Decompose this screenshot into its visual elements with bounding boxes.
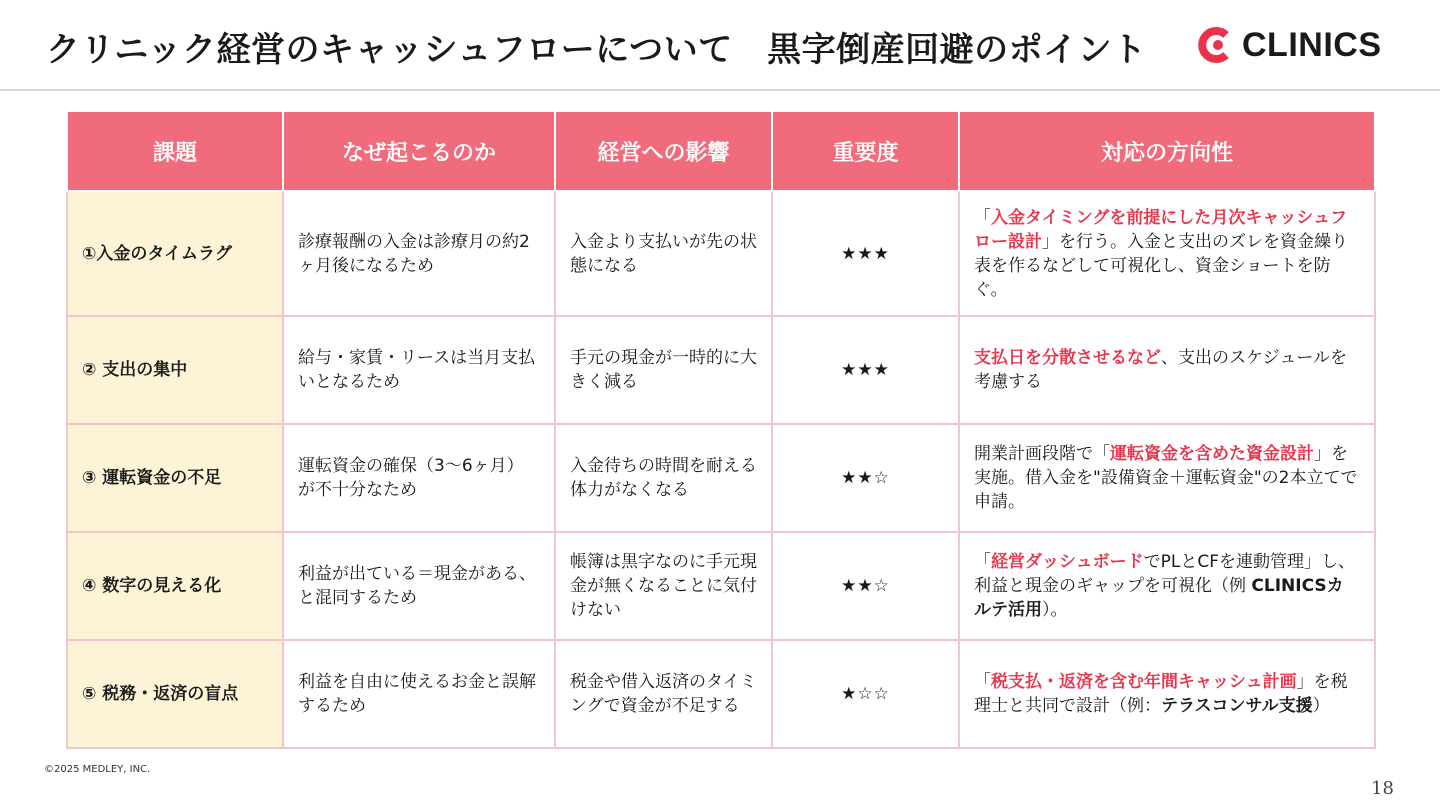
bold-text: CLINICSカルテ活用 <box>974 576 1344 620</box>
header-issue: 課題 <box>67 111 283 191</box>
issue-cell: ①入金のタイムラグ <box>67 191 283 316</box>
issue-cell: ③ 運転資金の不足 <box>67 424 283 532</box>
importance-stars: ★☆☆ <box>772 640 959 748</box>
issue-cell: ④ 数字の見える化 <box>67 532 283 640</box>
header-divider <box>0 89 1440 91</box>
impact-cell: 手元の現金が一時的に大きく減る <box>555 316 772 424</box>
importance-stars: ★★☆ <box>772 424 959 532</box>
header-response: 対応の方向性 <box>959 111 1375 191</box>
response-cell <box>959 532 1375 640</box>
response-text: でPLとCFを連動管理」し、利益と現金のギャップを可視化（例 <box>974 552 1356 596</box>
clinics-logo-icon <box>1196 26 1234 64</box>
response-text: ） <box>1312 696 1330 716</box>
importance-stars: ★★★ <box>772 316 959 424</box>
issues-table <box>66 110 1376 749</box>
cause-cell: 給与・家賃・リースは当月支払いとなるため <box>283 316 555 424</box>
slide-title: クリニック経営のキャッシュフローについて 黒字倒産回避のポイント <box>46 30 1147 70</box>
highlight-text: 運転資金を含めた資金設計 <box>1110 444 1314 464</box>
table-row <box>67 191 1375 316</box>
logo-text: CLINICS <box>1242 25 1382 64</box>
table-row <box>67 316 1375 424</box>
slide-header <box>0 0 1440 90</box>
cause-cell: 診療報酬の入金は診療月の約2ヶ月後になるため <box>283 191 555 316</box>
table-row <box>67 640 1375 748</box>
response-text: 」を実施。借入金を"設備資金＋運転資金"の2本立てで申請。 <box>974 444 1358 512</box>
response-cell <box>959 316 1375 424</box>
response-text: 、支出のスケジュールを考慮する <box>974 348 1347 392</box>
table-row <box>67 424 1375 532</box>
response-text: 」を行う。入金と支出のズレを資金繰り表を作るなどして可視化し、資金ショートを防ぐ。 <box>974 231 1348 300</box>
table-header-row <box>67 111 1375 191</box>
response-text: 「 <box>974 207 991 228</box>
response-text: ）。 <box>1042 600 1068 620</box>
response-cell <box>959 191 1375 316</box>
issue-cell: ② 支出の集中 <box>67 316 283 424</box>
impact-cell: 入金より支払いが先の状態になる <box>555 191 772 316</box>
cause-cell: 利益を自由に使えるお金と誤解するため <box>283 640 555 748</box>
header-cause: なぜ起こるのか <box>283 111 555 191</box>
highlight-text: 経営ダッシュボード <box>991 552 1144 572</box>
impact-cell: 税金や借入返済のタイミングで資金が不足する <box>555 640 772 748</box>
header-impact: 経営への影響 <box>555 111 772 191</box>
clinics-logo <box>1196 22 1382 68</box>
response-text: 開業計画段階で「 <box>974 444 1110 464</box>
copyright: ©2025 MEDLEY, INC. <box>44 764 151 775</box>
highlight-text: 支払日を分散させるなど <box>974 348 1161 368</box>
importance-stars: ★★★ <box>772 191 959 316</box>
cause-cell: 運転資金の確保（3〜6ヶ月）が不十分なため <box>283 424 555 532</box>
response-cell <box>959 424 1375 532</box>
impact-cell: 帳簿は黒字なのに手元現金が無くなることに気付けない <box>555 532 772 640</box>
page-number: 18 <box>1371 778 1394 799</box>
response-text: 」を税理士と共同で設計（例： <box>974 672 1348 716</box>
bold-text: テラスコンサル支援 <box>1161 696 1313 716</box>
response-text: 「 <box>974 552 991 572</box>
highlight-text: 税支払・返済を含む年間キャッシュ計画 <box>991 672 1297 692</box>
response-text: 「 <box>974 672 991 692</box>
importance-stars: ★★☆ <box>772 532 959 640</box>
highlight-text: 入金タイミングを前提にした月次キャッシュフロー設計 <box>974 207 1347 252</box>
response-cell <box>959 640 1375 748</box>
issue-cell: ⑤ 税務・返済の盲点 <box>67 640 283 748</box>
header-importance: 重要度 <box>772 111 959 191</box>
table-row <box>67 532 1375 640</box>
cause-cell: 利益が出ている＝現金がある、と混同するため <box>283 532 555 640</box>
impact-cell: 入金待ちの時間を耐える体力がなくなる <box>555 424 772 532</box>
